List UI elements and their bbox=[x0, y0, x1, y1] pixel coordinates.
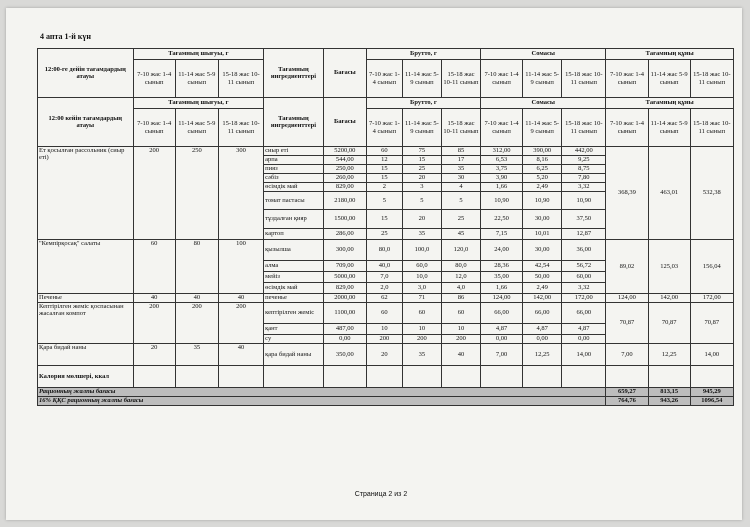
sum-value: 3,75 bbox=[481, 165, 523, 174]
dish-output-value: 20 bbox=[133, 344, 175, 366]
after-noon-gross-header: Брутто, г bbox=[366, 98, 480, 109]
sum-value: 312,00 bbox=[481, 147, 523, 156]
after-noon-age-group-header: 11-14 жас 5-9 сынып bbox=[175, 109, 218, 147]
ingredient-price: 544,00 bbox=[323, 156, 366, 165]
sum-value: 42,54 bbox=[523, 261, 562, 272]
sum-value: 0,00 bbox=[562, 335, 606, 344]
total-value: 813,15 bbox=[648, 388, 690, 397]
dish-output-value: 60 bbox=[133, 240, 175, 294]
dish-cost-value: 156,04 bbox=[690, 240, 733, 294]
gross-value: 35 bbox=[402, 229, 441, 240]
sum-value: 3,90 bbox=[481, 174, 523, 183]
empty-cell bbox=[323, 366, 366, 388]
ingredient-price: 286,00 bbox=[323, 229, 366, 240]
gross-value: 60 bbox=[402, 303, 441, 324]
before-noon-ingredients-header: Тағамның ингредиенттері bbox=[264, 49, 324, 98]
gross-value: 85 bbox=[441, 147, 480, 156]
sum-value: 66,00 bbox=[523, 303, 562, 324]
sum-value: 36,00 bbox=[562, 240, 606, 261]
page-footer: Страница 2 из 2 bbox=[354, 491, 408, 498]
gross-value: 7,0 bbox=[366, 272, 402, 283]
dish-cost-value: 14,00 bbox=[690, 344, 733, 366]
gross-value: 20 bbox=[402, 210, 441, 229]
sum-value: 60,00 bbox=[562, 272, 606, 283]
gross-value: 40,0 bbox=[366, 261, 402, 272]
after-noon-price-header: Бағасы bbox=[323, 98, 366, 147]
before-noon-gross-header: Брутто, г bbox=[366, 49, 480, 60]
dish-cost-value: 368,39 bbox=[606, 147, 648, 240]
sum-value: 7,00 bbox=[481, 344, 523, 366]
empty-cell bbox=[648, 366, 690, 388]
gross-value: 10,0 bbox=[402, 272, 441, 283]
gross-value: 15 bbox=[366, 165, 402, 174]
ingredient-name: қант bbox=[264, 324, 324, 335]
calorie-label: Калория мөлшері, ккал bbox=[38, 366, 134, 388]
before-noon-age-group-header: 7-10 жас 1-4 сынып bbox=[481, 60, 523, 98]
gross-value: 15 bbox=[402, 156, 441, 165]
sum-value: 7,15 bbox=[481, 229, 523, 240]
after-noon-portion-price-header: Тағамның құны bbox=[606, 98, 734, 109]
gross-value: 10 bbox=[441, 324, 480, 335]
dish-output-value: 40 bbox=[218, 344, 263, 366]
gross-value: 12 bbox=[366, 156, 402, 165]
gross-value: 200 bbox=[366, 335, 402, 344]
ingredient-price: 709,00 bbox=[323, 261, 366, 272]
dish-output-value: 200 bbox=[218, 303, 263, 344]
ingredient-name: сиыр еті bbox=[264, 147, 324, 156]
ingredient-name: пияз bbox=[264, 165, 324, 174]
sum-value: 3,32 bbox=[562, 283, 606, 294]
empty-cell bbox=[264, 366, 324, 388]
dish-name: Қара бидай наны bbox=[38, 344, 134, 366]
before-noon-age-group-header: 15-18 жас 10-11 сынып bbox=[690, 60, 733, 98]
dish-cost-value: 172,00 bbox=[690, 294, 733, 303]
ingredient-price: 829,00 bbox=[323, 283, 366, 294]
dish-output-value: 40 bbox=[218, 294, 263, 303]
sum-value: 12,25 bbox=[523, 344, 562, 366]
ingredient-name: томат пастасы bbox=[264, 192, 324, 210]
gross-value: 40 bbox=[441, 344, 480, 366]
sum-value: 10,90 bbox=[523, 192, 562, 210]
before-noon-meal-name-header: 12:00-ге дейін тағамдардың атауы bbox=[38, 49, 134, 98]
total-value: 1096,54 bbox=[690, 397, 733, 406]
sum-value: 24,00 bbox=[481, 240, 523, 261]
empty-cell bbox=[441, 366, 480, 388]
empty-cell bbox=[606, 366, 648, 388]
total-value: 764,76 bbox=[606, 397, 648, 406]
sum-value: 35,00 bbox=[481, 272, 523, 283]
ingredient-name: печенье bbox=[264, 294, 324, 303]
dish-output-value: 200 bbox=[175, 303, 218, 344]
ingredient-name: қара бидай наны bbox=[264, 344, 324, 366]
total-value: 945,29 bbox=[690, 388, 733, 397]
empty-cell bbox=[366, 366, 402, 388]
after-noon-age-group-header: 7-10 жас 1-4 сынып bbox=[606, 109, 648, 147]
after-noon-age-group-header: 11-14 жас 5-9 сынып bbox=[648, 109, 690, 147]
gross-value: 200 bbox=[441, 335, 480, 344]
total-value: 943,26 bbox=[648, 397, 690, 406]
after-noon-age-group-header: 15-18 жас 10-11 сынып bbox=[441, 109, 480, 147]
gross-value: 60 bbox=[441, 303, 480, 324]
gross-value: 15 bbox=[366, 210, 402, 229]
dish-cost-value: 89,02 bbox=[606, 240, 648, 294]
before-noon-age-group-header: 11-14 жас 5-9 сынып bbox=[523, 60, 562, 98]
gross-value: 10 bbox=[402, 324, 441, 335]
ingredient-price: 5000,00 bbox=[323, 272, 366, 283]
before-noon-sum-header: Сомасы bbox=[481, 49, 606, 60]
ingredient-price: 350,00 bbox=[323, 344, 366, 366]
gross-value: 30 bbox=[441, 174, 480, 183]
gross-value: 80,0 bbox=[366, 240, 402, 261]
dish-output-value: 100 bbox=[218, 240, 263, 294]
gross-value: 60 bbox=[366, 147, 402, 156]
ingredient-row bbox=[38, 240, 734, 261]
before-noon-subheader-row bbox=[38, 60, 734, 98]
gross-value: 12,0 bbox=[441, 272, 480, 283]
sum-value: 8,75 bbox=[562, 165, 606, 174]
ingredient-price: 5200,00 bbox=[323, 147, 366, 156]
ingredient-price: 2000,00 bbox=[323, 294, 366, 303]
after-noon-age-group-header: 7-10 жас 1-4 сынып bbox=[133, 109, 175, 147]
after-noon-age-group-header: 7-10 жас 1-4 сынып bbox=[366, 109, 402, 147]
total-value: 659,27 bbox=[606, 388, 648, 397]
sum-value: 3,32 bbox=[562, 183, 606, 192]
ingredient-name: кептірілген жеміс bbox=[264, 303, 324, 324]
dish-cost-value: 532,38 bbox=[690, 147, 733, 240]
sum-value: 30,00 bbox=[523, 210, 562, 229]
before-noon-age-group-header: 11-14 жас 5-9 сынып bbox=[175, 60, 218, 98]
gross-value: 17 bbox=[441, 156, 480, 165]
ingredient-price: 300,00 bbox=[323, 240, 366, 261]
after-noon-header-row bbox=[38, 98, 734, 109]
gross-value: 20 bbox=[402, 174, 441, 183]
dish-cost-value: 70,87 bbox=[690, 303, 733, 344]
gross-value: 15 bbox=[366, 174, 402, 183]
sum-value: 1,66 bbox=[481, 283, 523, 294]
after-noon-ingredients-header: Тағамның ингредиенттері bbox=[264, 98, 324, 147]
ingredient-price: 0,00 bbox=[323, 335, 366, 344]
empty-cell bbox=[402, 366, 441, 388]
sum-value: 2,49 bbox=[523, 183, 562, 192]
gross-value: 200 bbox=[402, 335, 441, 344]
ingredient-name: өсімдік май bbox=[264, 183, 324, 192]
dish-output-value: 35 bbox=[175, 344, 218, 366]
dish-cost-value: 142,00 bbox=[648, 294, 690, 303]
after-noon-sum-header: Сомасы bbox=[481, 98, 606, 109]
sum-value: 4,87 bbox=[481, 324, 523, 335]
dish-output-value: 200 bbox=[133, 303, 175, 344]
ingredient-name: су bbox=[264, 335, 324, 344]
after-noon-age-group-header: 11-14 жас 5-9 сынып bbox=[402, 109, 441, 147]
total-row bbox=[38, 388, 734, 397]
before-noon-header-row bbox=[38, 49, 734, 60]
gross-value: 35 bbox=[441, 165, 480, 174]
empty-cell bbox=[175, 366, 218, 388]
gross-value: 62 bbox=[366, 294, 402, 303]
before-noon-portion-price-header: Тағамның құны bbox=[606, 49, 734, 60]
sum-value: 0,00 bbox=[523, 335, 562, 344]
ingredient-row bbox=[38, 303, 734, 324]
gross-value: 2 bbox=[366, 183, 402, 192]
dish-cost-value: 125,03 bbox=[648, 240, 690, 294]
empty-cell bbox=[690, 366, 733, 388]
dish-cost-value: 7,00 bbox=[606, 344, 648, 366]
sum-value: 142,00 bbox=[523, 294, 562, 303]
ingredient-name: өсімдік май bbox=[264, 283, 324, 294]
ingredient-row bbox=[38, 344, 734, 366]
gross-value: 10 bbox=[366, 324, 402, 335]
ingredient-price: 1500,00 bbox=[323, 210, 366, 229]
sum-value: 12,87 bbox=[562, 229, 606, 240]
page-title: 4 апта 1-й күн bbox=[40, 32, 92, 41]
gross-value: 25 bbox=[366, 229, 402, 240]
gross-value: 60,0 bbox=[402, 261, 441, 272]
sum-value: 28,36 bbox=[481, 261, 523, 272]
dish-output-value: 300 bbox=[218, 147, 263, 240]
gross-value: 4 bbox=[441, 183, 480, 192]
gross-value: 4,0 bbox=[441, 283, 480, 294]
sum-value: 2,49 bbox=[523, 283, 562, 294]
menu-cost-table bbox=[37, 48, 734, 406]
gross-value: 100,0 bbox=[402, 240, 441, 261]
document-sheet bbox=[6, 8, 742, 520]
gross-value: 25 bbox=[402, 165, 441, 174]
after-noon-age-group-header: 7-10 жас 1-4 сынып bbox=[481, 109, 523, 147]
sum-value: 6,53 bbox=[481, 156, 523, 165]
ingredient-name: мейіз bbox=[264, 272, 324, 283]
sum-value: 9,25 bbox=[562, 156, 606, 165]
sum-value: 4,87 bbox=[562, 324, 606, 335]
sum-value: 10,90 bbox=[481, 192, 523, 210]
dish-name: Печенье bbox=[38, 294, 134, 303]
sum-value: 124,00 bbox=[481, 294, 523, 303]
after-noon-age-group-header: 15-18 жас 10-11 сынып bbox=[562, 109, 606, 147]
before-noon-age-group-header: 7-10 жас 1-4 сынып bbox=[366, 60, 402, 98]
empty-cell bbox=[481, 366, 523, 388]
total-label: 16% ҚҚС рационның жалпы бағасы bbox=[38, 397, 606, 406]
gross-value: 25 bbox=[441, 210, 480, 229]
after-noon-age-group-header: 15-18 жас 10-11 сынып bbox=[218, 109, 263, 147]
dish-name: Кептірілген жеміс қоспасынан жасалған компот bbox=[38, 303, 134, 344]
sum-value: 50,00 bbox=[523, 272, 562, 283]
ingredient-name: қызылша bbox=[264, 240, 324, 261]
ingredient-row bbox=[38, 294, 734, 303]
before-noon-price-header: Бағасы bbox=[323, 49, 366, 98]
ingredient-price: 250,00 bbox=[323, 165, 366, 174]
sum-value: 30,00 bbox=[523, 240, 562, 261]
dish-cost-value: 12,25 bbox=[648, 344, 690, 366]
sum-value: 22,50 bbox=[481, 210, 523, 229]
gross-value: 2,0 bbox=[366, 283, 402, 294]
ingredient-price: 260,00 bbox=[323, 174, 366, 183]
gross-value: 5 bbox=[366, 192, 402, 210]
gross-value: 80,0 bbox=[441, 261, 480, 272]
ingredient-price: 2180,00 bbox=[323, 192, 366, 210]
dish-name: "Кемпірқосақ" салаты bbox=[38, 240, 134, 294]
sum-value: 8,16 bbox=[523, 156, 562, 165]
sum-value: 1,66 bbox=[481, 183, 523, 192]
gross-value: 5 bbox=[402, 192, 441, 210]
after-noon-meal-name-header: 12:00 кейін тағамдардың атауы bbox=[38, 98, 134, 147]
ingredient-name: сәбіз bbox=[264, 174, 324, 183]
empty-cell bbox=[523, 366, 562, 388]
after-noon-age-group-header: 15-18 жас 10-11 сынып bbox=[690, 109, 733, 147]
before-noon-output-header: Тағамның шығуы, г bbox=[133, 49, 264, 60]
gross-value: 71 bbox=[402, 294, 441, 303]
before-noon-age-group-header: 7-10 жас 1-4 сынып bbox=[133, 60, 175, 98]
sum-value: 37,50 bbox=[562, 210, 606, 229]
before-noon-age-group-header: 15-18 жас 10-11 сынып bbox=[218, 60, 263, 98]
dish-cost-value: 463,01 bbox=[648, 147, 690, 240]
gross-value: 35 bbox=[402, 344, 441, 366]
gross-value: 86 bbox=[441, 294, 480, 303]
dish-output-value: 250 bbox=[175, 147, 218, 240]
dish-cost-value: 70,87 bbox=[648, 303, 690, 344]
ingredient-price: 829,00 bbox=[323, 183, 366, 192]
ingredient-price: 1100,00 bbox=[323, 303, 366, 324]
sum-value: 5,20 bbox=[523, 174, 562, 183]
sum-value: 66,00 bbox=[562, 303, 606, 324]
gross-value: 3,0 bbox=[402, 283, 441, 294]
ingredient-name: тұздалған қияр bbox=[264, 210, 324, 229]
total-row bbox=[38, 397, 734, 406]
gross-value: 60 bbox=[366, 303, 402, 324]
sum-value: 10,90 bbox=[562, 192, 606, 210]
ingredient-name: арпа bbox=[264, 156, 324, 165]
sum-value: 56,72 bbox=[562, 261, 606, 272]
ingredient-name: алма bbox=[264, 261, 324, 272]
empty-cell bbox=[218, 366, 263, 388]
before-noon-age-group-header: 15-18 жас 10-11 сынып bbox=[562, 60, 606, 98]
before-noon-age-group-header: 11-14 жас 5-9 сынып bbox=[402, 60, 441, 98]
sum-value: 442,00 bbox=[562, 147, 606, 156]
sum-value: 4,87 bbox=[523, 324, 562, 335]
gross-value: 20 bbox=[366, 344, 402, 366]
gross-value: 5 bbox=[441, 192, 480, 210]
dish-cost-value: 124,00 bbox=[606, 294, 648, 303]
ingredient-price: 487,00 bbox=[323, 324, 366, 335]
before-noon-age-group-header: 7-10 жас 1-4 сынып bbox=[606, 60, 648, 98]
after-noon-output-header: Тағамның шығуы, г bbox=[133, 98, 264, 109]
dish-output-value: 40 bbox=[133, 294, 175, 303]
sum-value: 14,00 bbox=[562, 344, 606, 366]
after-noon-subheader-row bbox=[38, 109, 734, 147]
sum-value: 0,00 bbox=[481, 335, 523, 344]
dish-output-value: 200 bbox=[133, 147, 175, 240]
empty-cell bbox=[133, 366, 175, 388]
before-noon-age-group-header: 11-14 жас 5-9 сынып bbox=[648, 60, 690, 98]
dish-output-value: 80 bbox=[175, 240, 218, 294]
sum-value: 66,00 bbox=[481, 303, 523, 324]
after-noon-age-group-header: 11-14 жас 5-9 сынып bbox=[523, 109, 562, 147]
ingredient-name: картоп bbox=[264, 229, 324, 240]
ingredient-row bbox=[38, 147, 734, 156]
dish-cost-value: 70,87 bbox=[606, 303, 648, 344]
total-label: Рационның жалпы бағасы bbox=[38, 388, 606, 397]
dish-name: Ет қосылған рассольник (сиыр еті) bbox=[38, 147, 134, 240]
before-noon-age-group-header: 15-18 жас 10-11 сынып bbox=[441, 60, 480, 98]
sum-value: 7,80 bbox=[562, 174, 606, 183]
gross-value: 45 bbox=[441, 229, 480, 240]
gross-value: 120,0 bbox=[441, 240, 480, 261]
dish-output-value: 40 bbox=[175, 294, 218, 303]
table-body bbox=[38, 49, 734, 406]
sum-value: 390,00 bbox=[523, 147, 562, 156]
calorie-row bbox=[38, 366, 734, 388]
gross-value: 3 bbox=[402, 183, 441, 192]
sum-value: 6,25 bbox=[523, 165, 562, 174]
sum-value: 10,01 bbox=[523, 229, 562, 240]
empty-cell bbox=[562, 366, 606, 388]
gross-value: 75 bbox=[402, 147, 441, 156]
sum-value: 172,00 bbox=[562, 294, 606, 303]
